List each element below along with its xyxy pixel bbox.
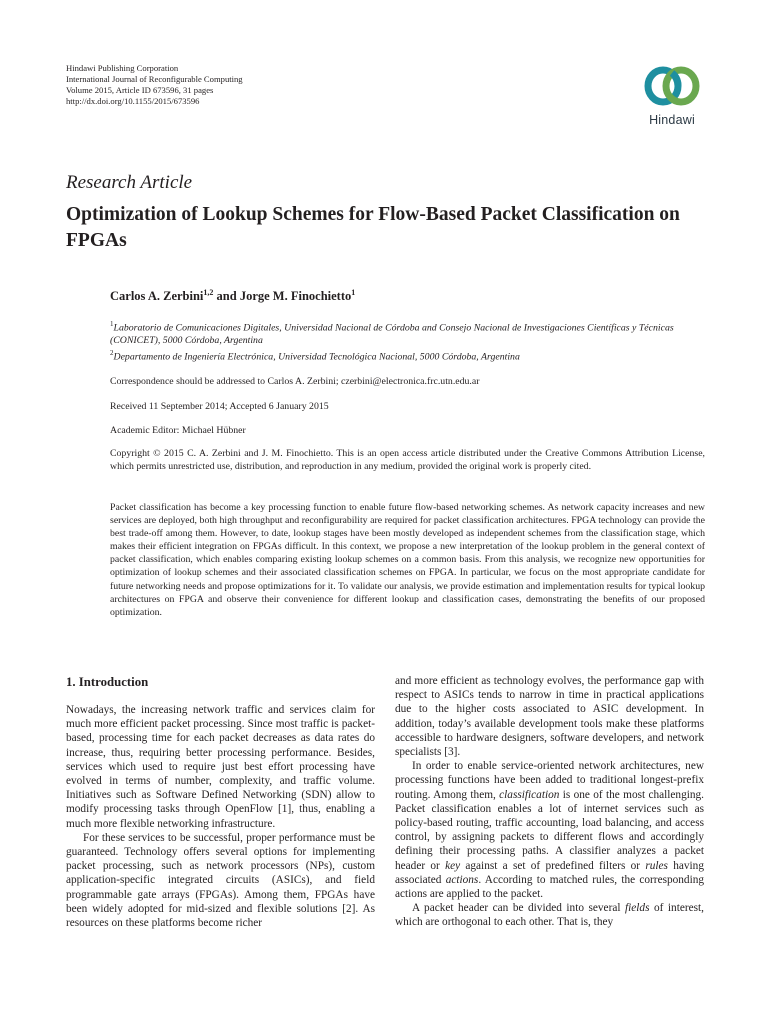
left-column (66, 674, 375, 930)
author-name: Jorge M. Finochietto (239, 289, 352, 304)
right-column (395, 674, 704, 930)
author-name: Carlos A. Zerbini (110, 289, 204, 304)
author-list (110, 288, 355, 304)
affiliation-2: $^2$Departamento de Ingeniería Electrónica, Universidad Tecnológica Nacional, 5000 Córdoba, Argentina (110, 349, 520, 363)
doi-link[interactable]: http://dx.doi.org/10.1155/2015/673596 (66, 96, 200, 106)
affiliation-marker: 1,2 (203, 288, 214, 297)
paragraph: Nowadays, the increasing network traffic and services claim for much more efficient packet processing. Since most traffic is packet-based, processing time for each packet decreases as data rates do increase, thus, requiring better processing performance. Besides, services which used to require just best effort processing have evolved in terms of number, complexity, and traffic volume. Initiatives such as Software Defined Networking (SDN) allow to modify processing tasks through OpenFlow [1], thus, enabling a much more flexible networking infrastructure. (66, 704, 375, 830)
affiliation-marker: 1 (351, 288, 356, 297)
affiliations (110, 318, 720, 364)
paragraph: For these services to be successful, proper performance must be guaranteed. Technology offers several options for implementing packet processing, such as network processors (NPs), custom application-specific integrated circuits (ASICs), and field programmable gate arrays (FPGAs). Among them, FPGAs have been widely adopted for mid-sized and flexible solutions [2]. As resources on these platforms become richer (66, 831, 375, 930)
hindawi-logo-text: Hindawi (649, 113, 695, 127)
journal-name: International Journal of Reconfigurable Computing (66, 74, 243, 84)
publisher-name: Hindawi Publishing Corporation (66, 63, 179, 73)
correspondence: Correspondence should be addressed to Carlos A. Zerbini; czerbini@electronica.frc.utn.edu.ar (110, 376, 480, 387)
paper-title: Optimization of Lookup Schemes for Flow-Based Packet Classification on FPGAs (66, 204, 680, 251)
section-heading: 1. Introduction (66, 675, 149, 689)
received-date: Received 11 September 2014; Accepted 6 January 2015 (110, 401, 329, 412)
paragraph: In order to enable service-oriented network architectures, new processing functions have been added to traditional longest-prefix routing. Among them, classification is one of the most challenging. Packet classification enables a lot of internet services such as policy-based routing, traffic accounting, load balancing, and access control, by assigning packets to different flows and accordingly defining their processing paths. A classifier analyzes a packet header or key against a set of predefined filters or rules having associated actions. According to matched rules, the corresponding actions are applied to the packet. (395, 760, 705, 901)
article-type: Research Article (66, 172, 193, 193)
publisher-info (66, 63, 243, 107)
abstract: Packet classification has become a key processing function to enable future flow-based networking schemes. As network capacity increases and new services are deployed, both high throughput and reconfigurability are required for packet classification architectures. FPGA technology can provide the best trade-off among them. However, to date, lookup stages have been mostly developed as independent schemes from the classification stage, which makes their efficient integration on FPGAs difficult. In this context, we propose a new interpretation of the lookup problem in the general context of packet classification, which enables comparing existing lookup schemes on a common basis. From this analysis, we recognize new opportunities for optimization of lookup schemes and their associated classification schemes on FPGA. In particular, we focus on the most appropriate candidate for future networking needs and propose optimizations for it. To validate our analysis, we provide estimation and implementation results for typical lookup architectures on FPGA and observe their convenience for different lookup and classification cases, demonstrating the benefits of our proposed optimization. (110, 502, 705, 618)
affiliation-1: $^1$Laboratorio de Comunicaciones Digitales, Universidad Nacional de Córdoba and Consejo Nacional de Investigaciones Científicas y Técnicas (CONICET), 5000 Córdoba, Argentina (110, 320, 674, 347)
academic-editor: Academic Editor: Michael Hübner (110, 425, 246, 436)
volume-info: Volume 2015, Article ID 673596, 31 pages (66, 85, 214, 95)
author-connector: and (213, 289, 240, 304)
paragraph: A packet header can be divided into several fields of interest, which are orthogonal to each other. That is, they (395, 902, 704, 929)
paragraph: and more efficient as technology evolves, the performance gap with respect to ASICs tends to narrow in time in practical applications due to the higher costs associated to ASIC development. In addition, today’s available development tools make these platforms accessible to hardware designers, software developers, and network specialists [3]. (395, 675, 704, 759)
copyright-notice: Copyright © 2015 C. A. Zerbini and J. M. Finochietto. This is an open access article distributed under the Creative Commons Attribution License, which permits unrestricted use, distribution, and reproduction in any medium, provided the original work is properly cited. (110, 448, 705, 472)
